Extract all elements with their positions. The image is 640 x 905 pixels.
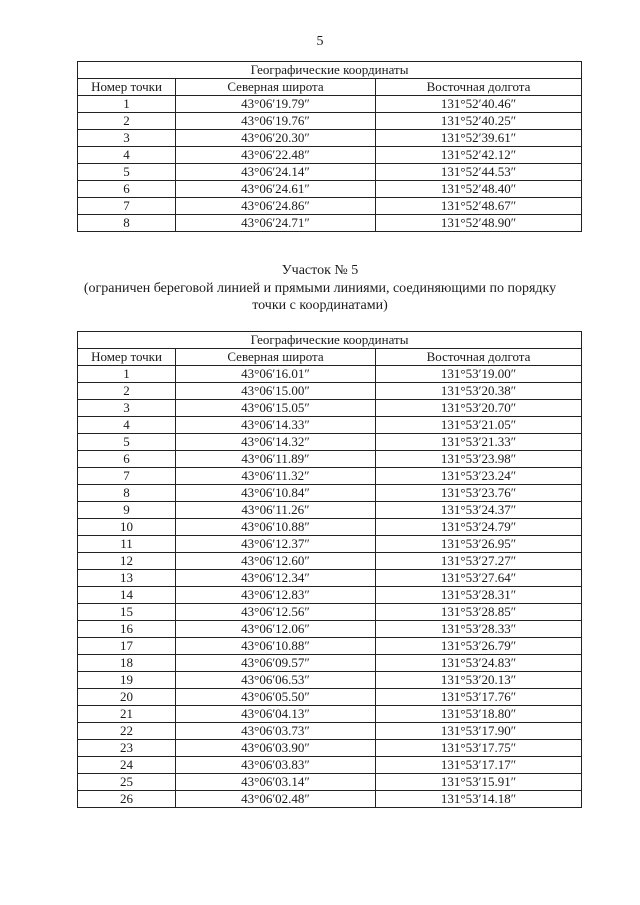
cell-point-number: 2	[78, 113, 176, 130]
cell-latitude: 43°06′11.32″	[176, 468, 376, 485]
table-row	[78, 655, 582, 672]
cell-latitude: 43°06′24.61″	[176, 181, 376, 198]
cell-point-number: 1	[78, 366, 176, 383]
cell-latitude: 43°06′10.88″	[176, 519, 376, 536]
table-row	[78, 587, 582, 604]
cell-latitude: 43°06′24.14″	[176, 164, 376, 181]
cell-point-number: 26	[78, 791, 176, 808]
cell-latitude: 43°06′04.13″	[176, 706, 376, 723]
cell-latitude: 43°06′11.89″	[176, 451, 376, 468]
cell-point-number: 2	[78, 383, 176, 400]
table-group-header-row	[78, 62, 582, 79]
col-header-point: Номер точки	[78, 349, 176, 366]
coordinates-table-2	[77, 331, 582, 808]
cell-point-number: 15	[78, 604, 176, 621]
cell-longitude: 131°52′40.46″	[376, 96, 582, 113]
table-row	[78, 96, 582, 113]
table-row	[78, 130, 582, 147]
cell-latitude: 43°06′15.00″	[176, 383, 376, 400]
cell-latitude: 43°06′12.60″	[176, 553, 376, 570]
section-heading: Участок № 5	[281, 263, 359, 278]
cell-point-number: 17	[78, 638, 176, 655]
cell-point-number: 9	[78, 502, 176, 519]
cell-longitude: 131°53′28.85″	[376, 604, 582, 621]
table-row	[78, 215, 582, 232]
cell-latitude: 43°06′12.83″	[176, 587, 376, 604]
table-header-row	[78, 79, 582, 96]
cell-point-number: 19	[78, 672, 176, 689]
cell-longitude: 131°52′48.40″	[376, 181, 582, 198]
cell-point-number: 18	[78, 655, 176, 672]
cell-point-number: 24	[78, 757, 176, 774]
table-row	[78, 774, 582, 791]
cell-point-number: 7	[78, 468, 176, 485]
cell-latitude: 43°06′03.14″	[176, 774, 376, 791]
cell-longitude: 131°53′23.98″	[376, 451, 582, 468]
table-row	[78, 198, 582, 215]
cell-point-number: 3	[78, 400, 176, 417]
cell-point-number: 4	[78, 147, 176, 164]
cell-point-number: 20	[78, 689, 176, 706]
cell-latitude: 43°06′05.50″	[176, 689, 376, 706]
cell-point-number: 6	[78, 451, 176, 468]
cell-latitude: 43°06′09.57″	[176, 655, 376, 672]
table-row	[78, 638, 582, 655]
table-row	[78, 519, 582, 536]
cell-longitude: 131°52′39.61″	[376, 130, 582, 147]
table-header-row	[78, 349, 582, 366]
table-row	[78, 502, 582, 519]
cell-latitude: 43°06′19.76″	[176, 113, 376, 130]
col-header-lat: Северная широта	[176, 349, 376, 366]
table-row	[78, 417, 582, 434]
table-row	[78, 553, 582, 570]
cell-longitude: 131°52′42.12″	[376, 147, 582, 164]
table-row	[78, 468, 582, 485]
cell-point-number: 13	[78, 570, 176, 587]
cell-point-number: 3	[78, 130, 176, 147]
cell-latitude: 43°06′10.84″	[176, 485, 376, 502]
cell-longitude: 131°53′24.83″	[376, 655, 582, 672]
table-group-header-row	[78, 332, 582, 349]
cell-latitude: 43°06′11.26″	[176, 502, 376, 519]
col-header-lon: Восточная долгота	[376, 79, 582, 96]
cell-longitude: 131°53′27.64″	[376, 570, 582, 587]
table-row	[78, 723, 582, 740]
cell-latitude: 43°06′03.73″	[176, 723, 376, 740]
table-row	[78, 366, 582, 383]
cell-latitude: 43°06′12.37″	[176, 536, 376, 553]
cell-latitude: 43°06′06.53″	[176, 672, 376, 689]
section-subtitle: (ограничен береговой линией и прямыми линиями, соединяющими по порядку точки с координатами)	[83, 281, 557, 313]
cell-longitude: 131°53′23.24″	[376, 468, 582, 485]
cell-latitude: 43°06′03.83″	[176, 757, 376, 774]
cell-point-number: 5	[78, 434, 176, 451]
cell-longitude: 131°53′17.76″	[376, 689, 582, 706]
table-row	[78, 791, 582, 808]
cell-point-number: 11	[78, 536, 176, 553]
cell-longitude: 131°52′48.90″	[376, 215, 582, 232]
cell-latitude: 43°06′12.06″	[176, 621, 376, 638]
cell-longitude: 131°53′21.05″	[376, 417, 582, 434]
cell-point-number: 7	[78, 198, 176, 215]
cell-longitude: 131°53′20.13″	[376, 672, 582, 689]
cell-latitude: 43°06′14.33″	[176, 417, 376, 434]
cell-longitude: 131°53′23.76″	[376, 485, 582, 502]
group-header: Географические координаты	[78, 332, 582, 349]
cell-latitude: 43°06′19.79″	[176, 96, 376, 113]
group-header: Географические координаты	[78, 62, 582, 79]
cell-point-number: 16	[78, 621, 176, 638]
cell-latitude: 43°06′14.32″	[176, 434, 376, 451]
cell-latitude: 43°06′24.71″	[176, 215, 376, 232]
cell-longitude: 131°53′20.38″	[376, 383, 582, 400]
cell-longitude: 131°52′44.53″	[376, 164, 582, 181]
page-number: 5	[316, 34, 324, 49]
table-row	[78, 164, 582, 181]
table-row	[78, 451, 582, 468]
cell-point-number: 10	[78, 519, 176, 536]
cell-latitude: 43°06′20.30″	[176, 130, 376, 147]
cell-longitude: 131°53′20.70″	[376, 400, 582, 417]
cell-point-number: 6	[78, 181, 176, 198]
table-row	[78, 570, 582, 587]
table-row	[78, 706, 582, 723]
coordinates-table-1	[77, 61, 582, 232]
table-row	[78, 536, 582, 553]
cell-latitude: 43°06′16.01″	[176, 366, 376, 383]
cell-point-number: 14	[78, 587, 176, 604]
cell-longitude: 131°53′15.91″	[376, 774, 582, 791]
cell-point-number: 8	[78, 485, 176, 502]
cell-longitude: 131°52′48.67″	[376, 198, 582, 215]
cell-point-number: 8	[78, 215, 176, 232]
table-row	[78, 621, 582, 638]
cell-latitude: 43°06′10.88″	[176, 638, 376, 655]
col-header-point: Номер точки	[78, 79, 176, 96]
table-row	[78, 383, 582, 400]
table-row	[78, 434, 582, 451]
cell-point-number: 22	[78, 723, 176, 740]
cell-longitude: 131°53′17.90″	[376, 723, 582, 740]
cell-latitude: 43°06′12.34″	[176, 570, 376, 587]
cell-point-number: 12	[78, 553, 176, 570]
cell-point-number: 25	[78, 774, 176, 791]
cell-latitude: 43°06′22.48″	[176, 147, 376, 164]
cell-longitude: 131°53′28.33″	[376, 621, 582, 638]
table-row	[78, 604, 582, 621]
cell-latitude: 43°06′24.86″	[176, 198, 376, 215]
cell-longitude: 131°53′17.17″	[376, 757, 582, 774]
table-row	[78, 181, 582, 198]
table-row	[78, 672, 582, 689]
table-row	[78, 113, 582, 130]
cell-longitude: 131°53′24.37″	[376, 502, 582, 519]
cell-latitude: 43°06′02.48″	[176, 791, 376, 808]
table-row	[78, 689, 582, 706]
cell-longitude: 131°53′28.31″	[376, 587, 582, 604]
table-row	[78, 757, 582, 774]
cell-point-number: 1	[78, 96, 176, 113]
cell-longitude: 131°53′21.33″	[376, 434, 582, 451]
cell-longitude: 131°53′27.27″	[376, 553, 582, 570]
cell-point-number: 4	[78, 417, 176, 434]
cell-point-number: 23	[78, 740, 176, 757]
table-row	[78, 740, 582, 757]
cell-latitude: 43°06′15.05″	[176, 400, 376, 417]
cell-latitude: 43°06′03.90″	[176, 740, 376, 757]
cell-point-number: 21	[78, 706, 176, 723]
cell-point-number: 5	[78, 164, 176, 181]
cell-longitude: 131°53′26.79″	[376, 638, 582, 655]
cell-longitude: 131°53′18.80″	[376, 706, 582, 723]
cell-longitude: 131°53′14.18″	[376, 791, 582, 808]
cell-longitude: 131°53′17.75″	[376, 740, 582, 757]
col-header-lon: Восточная долгота	[376, 349, 582, 366]
cell-longitude: 131°53′24.79″	[376, 519, 582, 536]
cell-longitude: 131°52′40.25″	[376, 113, 582, 130]
table-row	[78, 400, 582, 417]
cell-longitude: 131°53′26.95″	[376, 536, 582, 553]
col-header-lat: Северная широта	[176, 79, 376, 96]
cell-longitude: 131°53′19.00″	[376, 366, 582, 383]
cell-latitude: 43°06′12.56″	[176, 604, 376, 621]
table-row	[78, 485, 582, 502]
table-row	[78, 147, 582, 164]
